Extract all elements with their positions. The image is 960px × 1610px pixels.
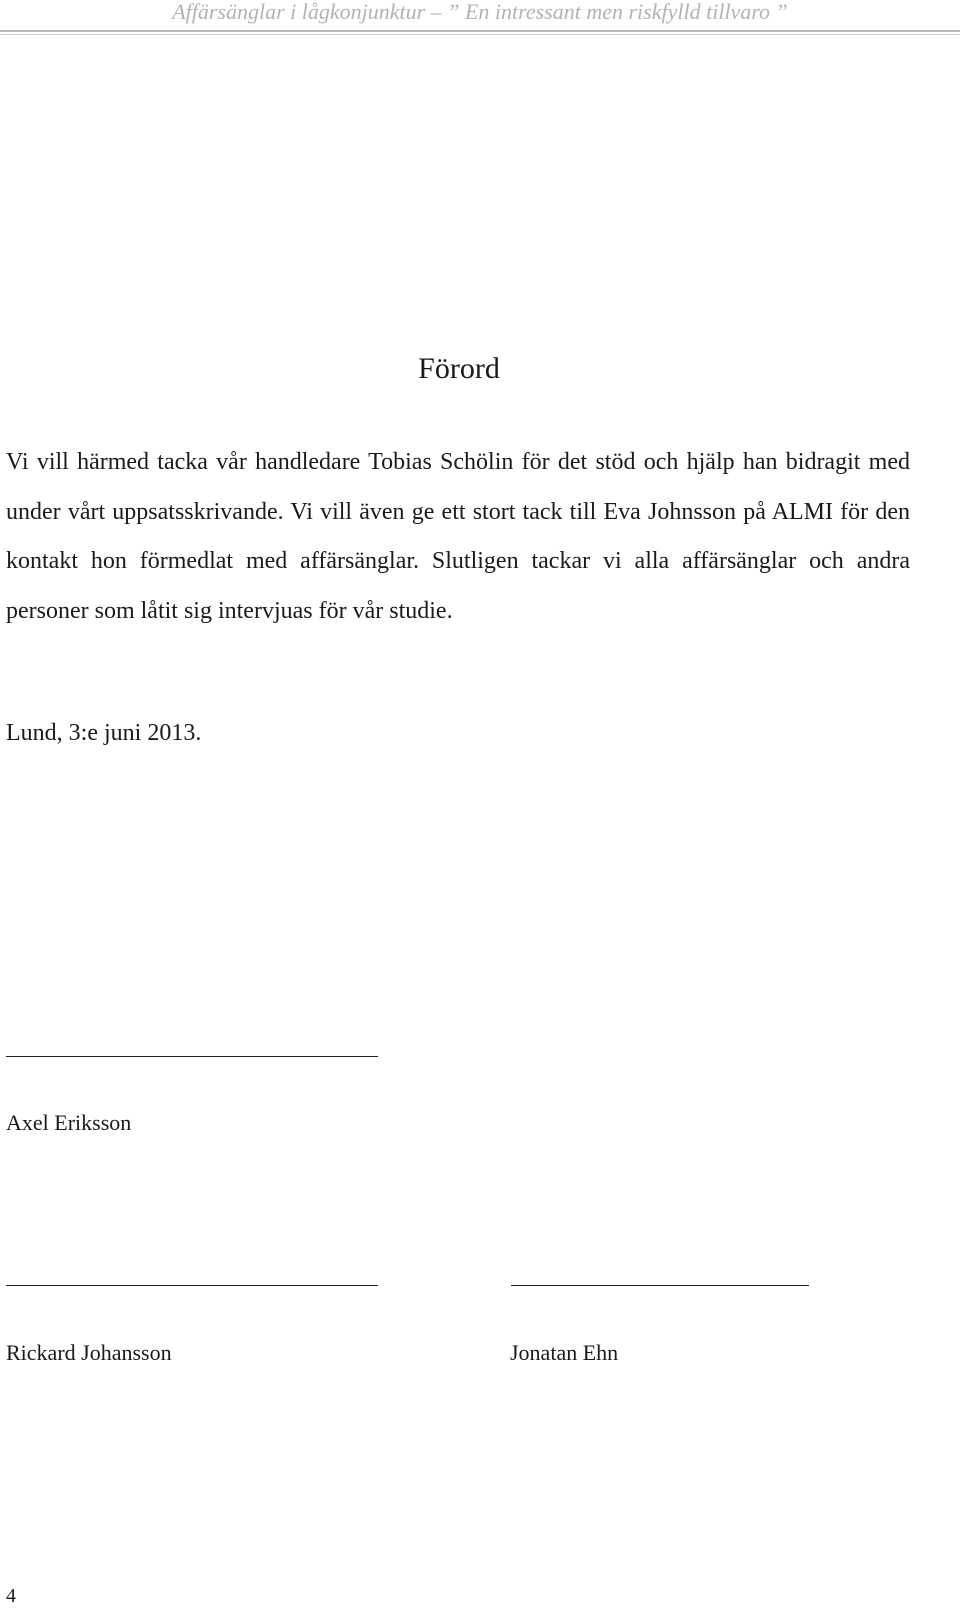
- signature-name-1: Axel Eriksson: [6, 1110, 132, 1135]
- signature-line-1: [6, 1056, 378, 1057]
- acknowledgement-paragraph: Vi vill härmed tacka vår handledare Tobias Schölin för det stöd och hjälp han bidragit med under vårt uppsatsskrivande. Vi vill även ge ett stort tack till Eva Johnsson på ALMI för den kontakt hon förmedlat med affärsänglar. Slutligen tackar vi alla affärsänglar och andra personer som låtit sig intervjuas för vår studie.: [6, 449, 910, 624]
- running-header: Affärsänglar i lågkonjunktur – ” En intressant men riskfylld tillvaro ”: [172, 0, 788, 24]
- header-rule: [0, 30, 960, 32]
- signature-line-2: [6, 1285, 378, 1286]
- signature-line-3: [511, 1285, 809, 1286]
- signature-name-2: Rickard Johansson: [6, 1340, 172, 1365]
- page-number: 4: [6, 1585, 16, 1607]
- signature-name-3: Jonatan Ehn: [510, 1340, 619, 1365]
- date-line: Lund, 3:e juni 2013.: [6, 720, 202, 746]
- header-rule-thin: [0, 34, 960, 35]
- chapter-title: Förord: [418, 352, 500, 385]
